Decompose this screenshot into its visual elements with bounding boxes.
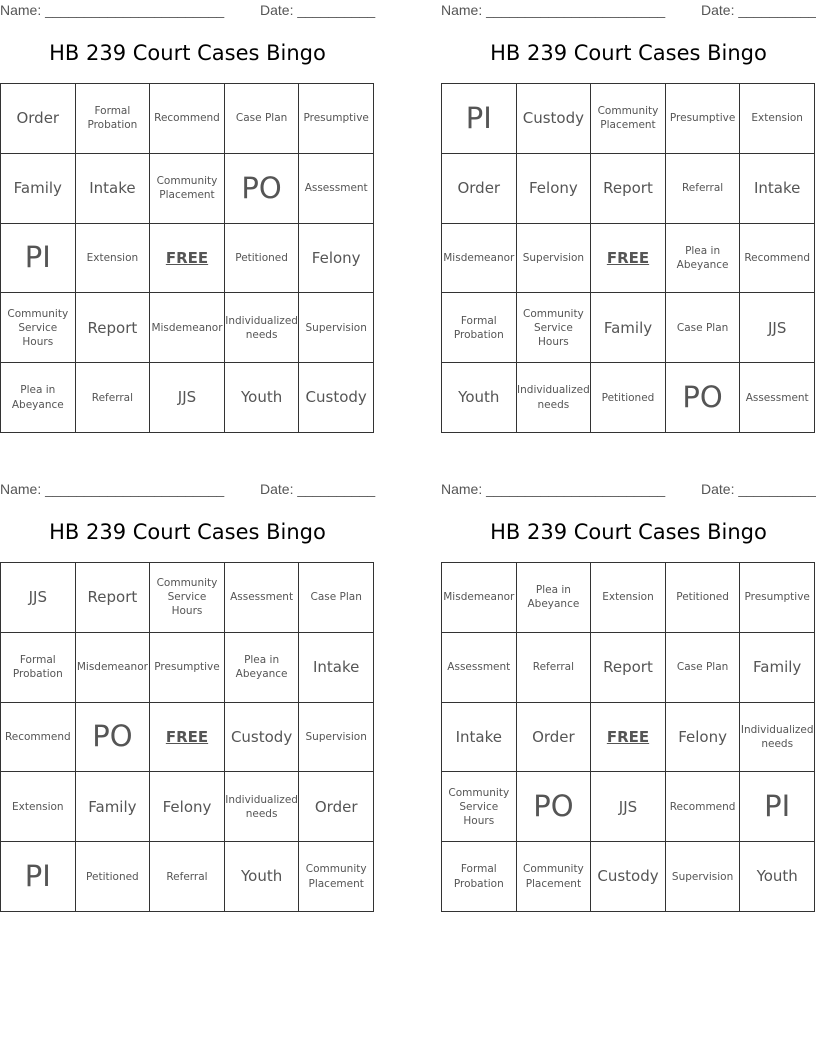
bingo-cell: Presumptive <box>740 563 815 633</box>
card-title: HB 239 Court Cases Bingo <box>490 520 767 544</box>
bingo-cell: PO <box>666 363 741 433</box>
bingo-cell: Individualized needs <box>225 293 300 363</box>
bingo-cell: Misdemeanor <box>442 563 517 633</box>
bingo-cell: Formal Probation <box>76 84 151 154</box>
bingo-cell: Referral <box>666 154 741 224</box>
bingo-cell: Community Service Hours <box>442 772 517 842</box>
bingo-cell: Extension <box>1 772 76 842</box>
bingo-cell: Petitioned <box>225 224 300 294</box>
bingo-cell: Presumptive <box>150 633 225 703</box>
bingo-cell: Intake <box>299 633 374 703</box>
bingo-cell: Formal Probation <box>442 293 517 363</box>
bingo-cell: Supervision <box>517 224 592 294</box>
bingo-cell: PO <box>517 772 592 842</box>
bingo-cell: Order <box>442 154 517 224</box>
bingo-cell: Order <box>1 84 76 154</box>
bingo-cell: Intake <box>76 154 151 224</box>
bingo-cell: JJS <box>740 293 815 363</box>
bingo-cell: Extension <box>740 84 815 154</box>
bingo-cell: Individualized needs <box>225 772 300 842</box>
card-title: HB 239 Court Cases Bingo <box>490 41 767 65</box>
bingo-cell: Community Service Hours <box>517 293 592 363</box>
bingo-grid <box>0 83 374 433</box>
bingo-cell: Plea in Abeyance <box>666 224 741 294</box>
bingo-cell: Referral <box>76 363 151 433</box>
date-field: Date: __________ <box>260 2 376 18</box>
name-field: Name: _______________________ <box>441 2 666 18</box>
bingo-cell: Plea in Abeyance <box>517 563 592 633</box>
bingo-cell: PO <box>76 703 151 773</box>
bingo-cell: Petitioned <box>76 842 151 912</box>
bingo-cell: Intake <box>442 703 517 773</box>
bingo-cell: Presumptive <box>666 84 741 154</box>
bingo-cell: Individualized needs <box>740 703 815 773</box>
bingo-cell: FREE <box>150 224 225 294</box>
bingo-cell: Misdemeanor <box>150 293 225 363</box>
bingo-cell: Report <box>76 563 151 633</box>
name-field: Name: _______________________ <box>441 481 666 497</box>
bingo-cell: Formal Probation <box>442 842 517 912</box>
bingo-cell: Custody <box>591 842 666 912</box>
bingo-cell: Custody <box>299 363 374 433</box>
bingo-cell: Supervision <box>666 842 741 912</box>
bingo-cell: PI <box>442 84 517 154</box>
bingo-cell: Family <box>591 293 666 363</box>
bingo-cell: Custody <box>225 703 300 773</box>
bingo-cell: Report <box>76 293 151 363</box>
bingo-cell: Community Service Hours <box>150 563 225 633</box>
bingo-cell: FREE <box>150 703 225 773</box>
bingo-cell: Felony <box>299 224 374 294</box>
bingo-cell: FREE <box>591 224 666 294</box>
card-header <box>441 479 816 499</box>
bingo-cell: Youth <box>225 842 300 912</box>
bingo-cell: Petitioned <box>666 563 741 633</box>
bingo-cell: Custody <box>517 84 592 154</box>
date-field: Date: __________ <box>701 2 816 18</box>
bingo-cell: Order <box>517 703 592 773</box>
bingo-cell: JJS <box>591 772 666 842</box>
bingo-cell: JJS <box>150 363 225 433</box>
bingo-cell: PI <box>1 842 76 912</box>
bingo-cell: Report <box>591 154 666 224</box>
bingo-cell: Petitioned <box>591 363 666 433</box>
date-field: Date: __________ <box>260 481 376 497</box>
bingo-cell: Family <box>740 633 815 703</box>
bingo-cell: Recommend <box>666 772 741 842</box>
bingo-cell: Supervision <box>299 293 374 363</box>
bingo-cell: Assessment <box>442 633 517 703</box>
date-field: Date: __________ <box>701 481 816 497</box>
bingo-cell: PI <box>1 224 76 294</box>
bingo-cell: Assessment <box>299 154 374 224</box>
bingo-cell: Community Placement <box>150 154 225 224</box>
bingo-cell: PO <box>225 154 300 224</box>
bingo-cell: PI <box>740 772 815 842</box>
bingo-cell: Referral <box>150 842 225 912</box>
bingo-cell: Community Placement <box>591 84 666 154</box>
name-field: Name: _______________________ <box>0 481 225 497</box>
bingo-cell: Order <box>299 772 374 842</box>
bingo-cell: Extension <box>76 224 151 294</box>
bingo-cell: FREE <box>591 703 666 773</box>
bingo-cell: Youth <box>442 363 517 433</box>
bingo-grid <box>441 562 815 912</box>
bingo-cell: Felony <box>666 703 741 773</box>
bingo-cell: Family <box>1 154 76 224</box>
bingo-cell: Case Plan <box>299 563 374 633</box>
bingo-cell: Supervision <box>299 703 374 773</box>
bingo-cell: Assessment <box>740 363 815 433</box>
bingo-cell: JJS <box>1 563 76 633</box>
card-title: HB 239 Court Cases Bingo <box>49 41 326 65</box>
bingo-cell: Case Plan <box>225 84 300 154</box>
card-title: HB 239 Court Cases Bingo <box>49 520 326 544</box>
bingo-cell: Assessment <box>225 563 300 633</box>
bingo-cell: Plea in Abeyance <box>1 363 76 433</box>
bingo-cell: Recommend <box>740 224 815 294</box>
bingo-cell: Community Placement <box>517 842 592 912</box>
bingo-cell: Misdemeanor <box>442 224 517 294</box>
card-header <box>0 479 375 499</box>
bingo-cell: Case Plan <box>666 293 741 363</box>
bingo-cell: Family <box>76 772 151 842</box>
bingo-cell: Youth <box>740 842 815 912</box>
bingo-cell: Felony <box>517 154 592 224</box>
bingo-cell: Misdemeanor <box>76 633 151 703</box>
card-header <box>0 0 375 20</box>
bingo-cell: Referral <box>517 633 592 703</box>
bingo-cell: Felony <box>150 772 225 842</box>
bingo-cell: Intake <box>740 154 815 224</box>
bingo-cell: Community Service Hours <box>1 293 76 363</box>
bingo-cell: Case Plan <box>666 633 741 703</box>
bingo-cell: Plea in Abeyance <box>225 633 300 703</box>
bingo-cell: Individualized needs <box>517 363 592 433</box>
name-field: Name: _______________________ <box>0 2 225 18</box>
bingo-cell: Report <box>591 633 666 703</box>
bingo-cell: Community Placement <box>299 842 374 912</box>
bingo-cell: Recommend <box>150 84 225 154</box>
bingo-cell: Extension <box>591 563 666 633</box>
bingo-grid <box>0 562 374 912</box>
bingo-cell: Formal Probation <box>1 633 76 703</box>
bingo-grid <box>441 83 815 433</box>
bingo-cell: Recommend <box>1 703 76 773</box>
bingo-cell: Presumptive <box>299 84 374 154</box>
card-header <box>441 0 816 20</box>
bingo-cell: Youth <box>225 363 300 433</box>
